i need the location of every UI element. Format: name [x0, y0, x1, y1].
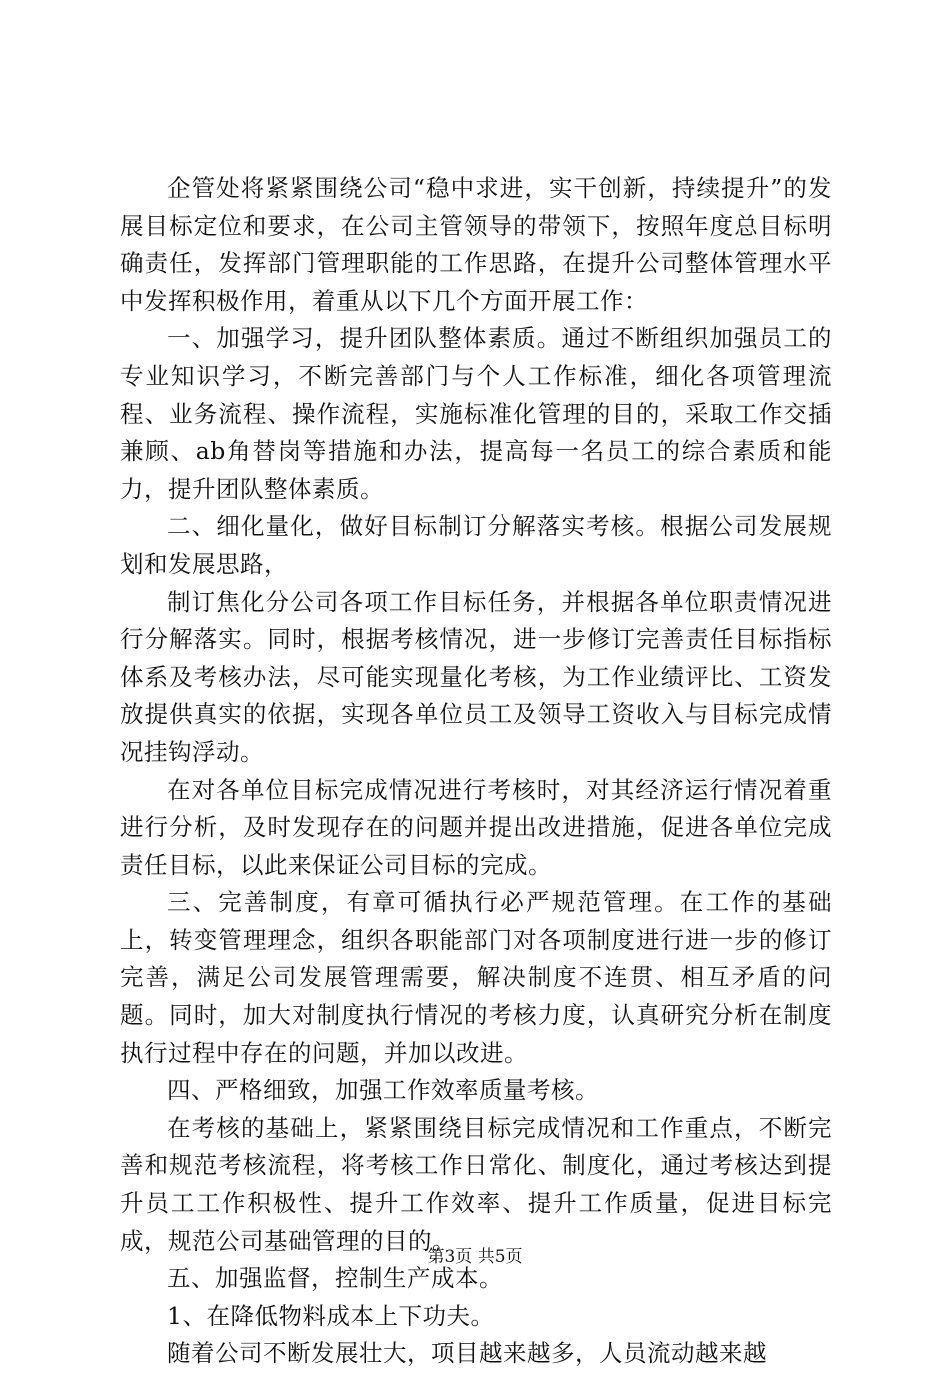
paragraph-section-2: 二、细化量化，做好目标制订分解落实考核。根据公司发展规划和发展思路，	[120, 512, 832, 578]
page-footer: 第3页 共5页	[427, 1247, 523, 1267]
paragraph-section-5-text: 随着公司不断发展壮大，项目越来越多，人员流动越来越	[167, 1339, 767, 1368]
paragraph-intro: 企管处将紧紧围绕公司“稳中求进，实干创新，持续提升”的发展目标定位和要求，在公司主管领导的带领下，按照年度总目标明确责任，发挥部门管理职能的工作思路，在提升公司整体管理水平中发挥积极作用，着重从以下几个方面开展工作：	[120, 174, 832, 315]
paragraph-section-5-item-1: 1、在降低物料成本上下功夫。	[167, 1301, 495, 1330]
paragraph-section-1: 一、加强学习，提升团队整体素质。通过不断组织加强员工的专业知识学习，不断完善部门与个人工作标准，细化各项管理流程、业务流程、操作流程，实施标准化管理的目的，采取工作交插兼顾、ab角替岗等措施和办法，提高每一名员工的综合素质和能力，提升团队整体素质。	[120, 324, 832, 503]
paragraph-section-2-assessment: 在对各单位目标完成情况进行考核时，对其经济运行情况着重进行分析，及时发现存在的问题并提出改进措施，促进各单位完成责任目标，以此来保证公司目标的完成。	[120, 775, 832, 879]
paragraph-section-4: 在考核的基础上，紧紧围绕目标完成情况和工作重点，不断完善和规范考核流程，将考核工作日常化、制度化，通过考核达到提升员工工作积极性、提升工作效率、提升工作质量，促进目标完成，规范公司基础管理的目的。	[120, 1113, 832, 1255]
paragraph-section-5-heading: 五、加强监督，控制生产成本。	[167, 1264, 503, 1293]
paragraph-section-3: 三、完善制度，有章可循执行必严规范管理。在工作的基础上，转变管理理念，组织各职能部门对各项制度进行进一步的修订完善，满足公司发展管理需要，解决制度不连贯、相互矛盾的问题。同时，加大对制度执行情况的考核力度，认真研究分析在制度执行过程中存在的问题，并加以改进。	[120, 888, 832, 1067]
document-body	[120, 170, 832, 1373]
paragraph-section-4-heading: 四、严格细致，加强工作效率质量考核。	[167, 1076, 599, 1105]
paragraph-section-2-cont: 制订焦化分公司各项工作目标任务，并根据各单位职责情况进行分解落实。同时，根据考核情况，进一步修订完善责任目标指标体系及考核办法，尽可能实现量化考核，为工作业绩评比、工资发放提供真实的依据，实现各单位员工及领导工资收入与目标完成情况挂钩浮动。	[120, 587, 832, 766]
